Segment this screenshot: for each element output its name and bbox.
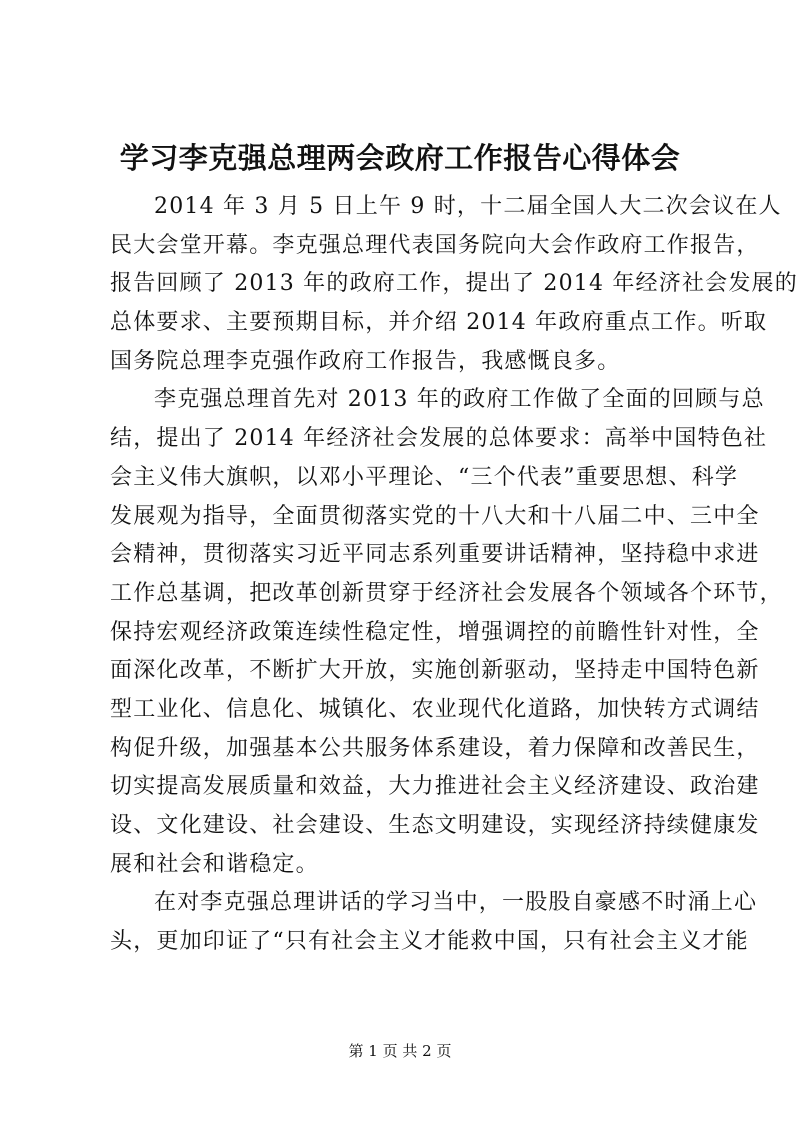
paragraph-line: 报告回顾了 2013 年的政府工作，提出了 2014 年经济社会发展的 <box>110 271 798 297</box>
paragraph-line: 型工业化、信息化、城镇化、农业现代化道路，加快转方式调结 <box>110 696 760 722</box>
paragraph-3 <box>110 884 758 961</box>
paragraph-line: 会精神，贯彻落实习近平同志系列重要讲话精神，坚持稳中求进 <box>110 542 760 568</box>
paragraph-line: 保持宏观经济政策连续性稳定性，增强调控的前瞻性针对性，全 <box>110 619 760 645</box>
paragraph-line: 国务院总理李克强作政府工作报告，我感慨良多。 <box>110 348 621 374</box>
paragraph-line: 李克强总理首先对 2013 年的政府工作做了全面的回顾与总 <box>154 387 765 413</box>
page-footer: 第 1 页 共 2 页 <box>348 1042 452 1060</box>
document-body <box>110 188 798 962</box>
paragraph-line: 会主义伟大旗帜，以邓小平理论、“三个代表”重要思想、科学 <box>110 464 739 490</box>
paragraph-line: 面深化改革，不断扩大开放，实施创新驱动，坚持走中国特色新 <box>110 658 760 684</box>
paragraph-2 <box>110 381 783 884</box>
paragraph-line: 发展观为指导，全面贯彻落实党的十八大和十八届二中、三中全 <box>110 503 760 529</box>
paragraph-line: 工作总基调，把改革创新贯穿于经济社会发展各个领域各个环节， <box>110 580 783 606</box>
paragraph-line: 总体要求、主要预期目标，并介绍 2014 年政府重点工作。听取 <box>110 310 768 336</box>
paragraph-line: 结，提出了 2014 年经济社会发展的总体要求：高举中国特色社 <box>110 426 768 452</box>
paragraph-line: 构促升级，加强基本公共服务体系建设，着力保障和改善民生， <box>110 735 760 761</box>
paragraph-line: 切实提高发展质量和效益，大力推进社会主义经济建设、政治建 <box>110 774 760 800</box>
paragraph-line: 设、文化建设、社会建设、生态文明建设，实现经济持续健康发 <box>110 813 760 838</box>
paragraph-1 <box>110 188 798 381</box>
paragraph-line: 民大会堂开幕。李克强总理代表国务院向大会作政府工作报告， <box>110 232 760 258</box>
document-title: 学习李克强总理两会政府工作报告心得体会 <box>119 141 681 175</box>
paragraph-line: 2014 年 3 月 5 日上午 9 时，十二届全国人大二次会议在人 <box>154 194 782 219</box>
paragraph-line: 在对李克强总理讲话的学习当中，一股股自豪感不时涌上心 <box>154 890 758 916</box>
paragraph-line: 展和社会和谐稳定。 <box>110 851 319 877</box>
paragraph-line: 头，更加印证了“只有社会主义才能救中国，只有社会主义才能 <box>110 929 749 955</box>
